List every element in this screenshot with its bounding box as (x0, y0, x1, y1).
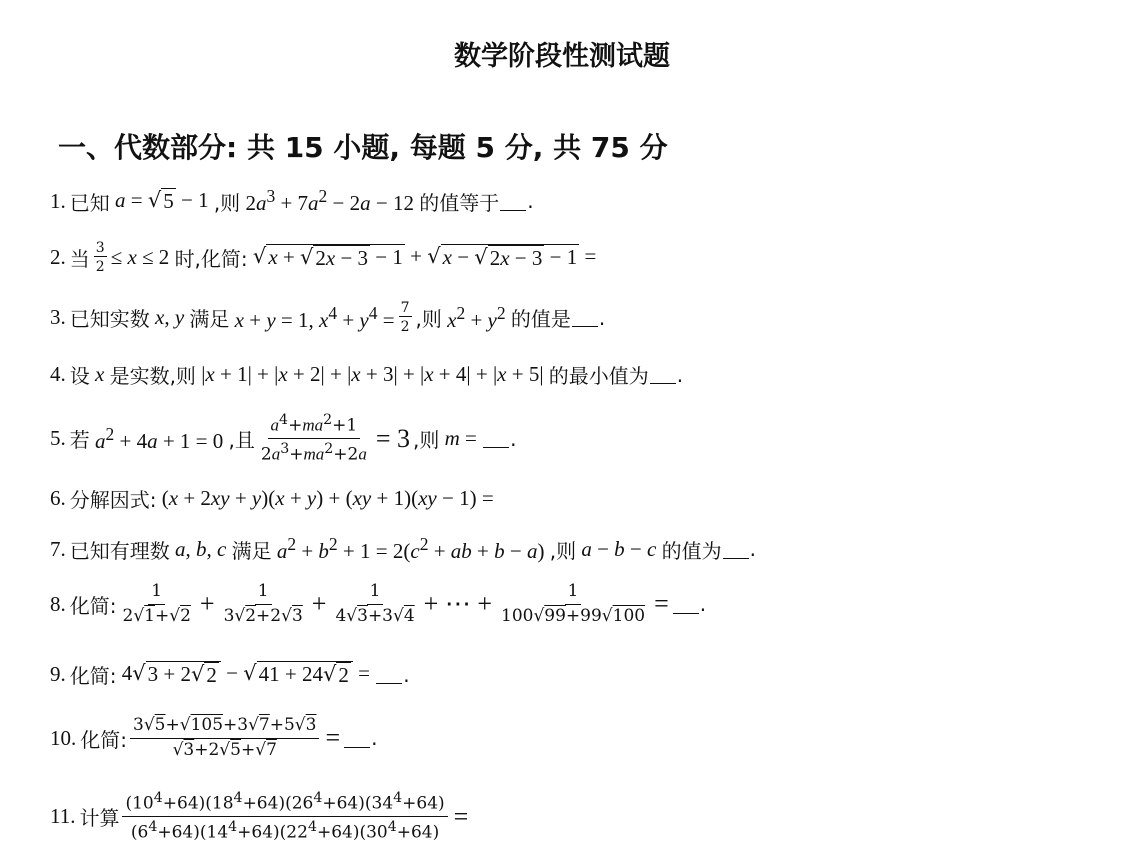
question-text: 满足 (231, 538, 272, 563)
question-text: 的最小值为 (548, 364, 649, 388)
answer-blank[interactable] (572, 308, 598, 327)
math-expression: ≤ x ≤ 2 (110, 245, 175, 270)
question-number: 6. (50, 486, 66, 510)
question-text: 已知 (69, 190, 110, 215)
question-text: 化简: (69, 664, 117, 688)
math-expression: |x + 1| + |x + 2| + |x + 3| + |x + 4| + |x + 5| (195, 362, 549, 386)
answer-blank[interactable] (723, 540, 749, 559)
question-text: ,且 (228, 428, 255, 453)
math-expression: $2a^3 + 7a^2 - 2a - 12$ (240, 186, 420, 215)
page-title: 数学阶段性测试题 (454, 41, 670, 72)
math-expression: a, b, c (175, 536, 227, 561)
question-6 (50, 484, 494, 513)
answer-blank[interactable] (483, 429, 509, 448)
question-number: 8. (50, 591, 66, 616)
question-text: 分解因式: (69, 488, 157, 512)
question-text: 已知有理数 (69, 538, 170, 563)
fraction: $\frac{3}{2}$ (95, 240, 105, 276)
question-text: 若 (69, 428, 90, 453)
question-1 (50, 186, 534, 216)
question-2 (50, 240, 596, 275)
answer-blank[interactable] (344, 729, 370, 748)
question-number: 9. (50, 662, 66, 686)
math-expression: x + y = 1, $x^4 + y^4$ = (234, 302, 395, 332)
question-text: 的值为 (661, 538, 722, 563)
math-expression: m = (444, 426, 483, 451)
answer-blank[interactable] (376, 665, 402, 684)
math-expression: 4 √ 3 + 2 √ 2 − √ 41 + 24 √ 2 = (116, 661, 376, 687)
question-text: 的值等于 (419, 190, 500, 215)
question-8 (50, 582, 706, 626)
math-expression: x, y (155, 305, 185, 330)
question-number: 11. (50, 804, 76, 829)
question-10 (50, 716, 378, 760)
question-text: . (598, 305, 606, 330)
answer-blank[interactable] (650, 365, 676, 384)
question-7 (50, 534, 756, 564)
question-text: . (510, 426, 517, 451)
math-expression: a = √ 5 − 1 (115, 188, 214, 213)
answer-blank[interactable] (500, 192, 526, 211)
question-text: . (676, 362, 684, 387)
question-text: 计算 (79, 806, 120, 831)
question-text: . (403, 662, 410, 687)
question-text: . (371, 726, 378, 751)
question-5 (50, 412, 517, 465)
question-9 (50, 660, 410, 689)
math-expression: $x^2 + y^2$ (447, 302, 506, 332)
math-expression: + (311, 589, 327, 619)
question-text: ,则 (213, 190, 241, 215)
math-expression: + (199, 589, 215, 619)
question-text: . (527, 189, 534, 213)
question-text: 化简: (80, 727, 127, 752)
fraction: $\frac{3√5+√105+3√7+5√3}{√3+2√5+√7}$ (130, 716, 319, 760)
question-number: 7. (50, 536, 66, 561)
question-4 (50, 360, 683, 389)
math-expression: = (325, 723, 341, 753)
question-text: ,则 (413, 428, 440, 453)
question-text: ,则 (549, 538, 577, 563)
question-text: 已知实数 (69, 307, 150, 332)
math-expression: = (654, 589, 669, 619)
question-text: 的值是 (510, 307, 571, 332)
question-text: . (699, 592, 707, 617)
fraction: $\frac{1}{100√99+99√100}$ (501, 581, 646, 626)
fraction: $\frac{a^4+ma^2+1}{2a^3+ma^2+2a}$ (260, 412, 367, 465)
math-expression: $a^2 + 4a + 1 = 0$ (95, 423, 229, 453)
question-11 (50, 790, 471, 843)
fraction: $\frac{(10^4+64)(18^4+64)(26^4+64)(34^4+64)}{(6^4+64)(14^4+64)(22^4+64)(30^4+64)}$ (122, 790, 447, 843)
question-text: 满足 (189, 307, 230, 332)
question-number: 2. (50, 245, 66, 270)
question-3 (50, 300, 605, 335)
question-number: 5. (50, 426, 66, 451)
section-heading: 一、代数部分: 共 15 小题, 每题 5 分, 共 75 分 (58, 131, 668, 164)
question-number: 1. (50, 188, 66, 213)
question-number: 3. (50, 305, 66, 330)
math-expression: + ⋯ + (423, 589, 492, 619)
fraction: $\frac{1}{2√1+√2}$ (122, 581, 191, 626)
question-text: 化简: (69, 593, 117, 618)
math-expression: a − b − c (581, 536, 657, 561)
question-text: 设 (69, 364, 90, 388)
question-text: 时,化简: (174, 247, 248, 272)
question-number: 4. (50, 362, 66, 386)
question-text: 当 (69, 247, 90, 272)
question-text: ,则 (415, 307, 442, 332)
math-expression: = 3 (375, 423, 411, 453)
math-expression: $a^2 + b^2 + 1 = 2(c^2$ + ab + b − a) (276, 534, 550, 563)
fraction: $\frac{1}{4√3+3√4}$ (335, 581, 415, 626)
question-text: . (749, 537, 756, 561)
question-text: 是实数,则 (109, 364, 196, 388)
math-expression: = (453, 801, 469, 831)
math-expression: (x + 2xy + y)(x + y) + (xy + 1)(xy − 1) = (156, 486, 494, 510)
math-expression: √ x + √ 2x − 3 − 1 + √ x − √ 2x − 3 − 1 = (252, 244, 597, 271)
answer-blank[interactable] (673, 595, 699, 614)
question-number: 10. (50, 725, 77, 750)
fraction: $\frac{7}{2}$ (400, 300, 410, 336)
fraction: $\frac{1}{3√2+2√3}$ (223, 581, 303, 626)
math-expression: x (95, 362, 105, 386)
